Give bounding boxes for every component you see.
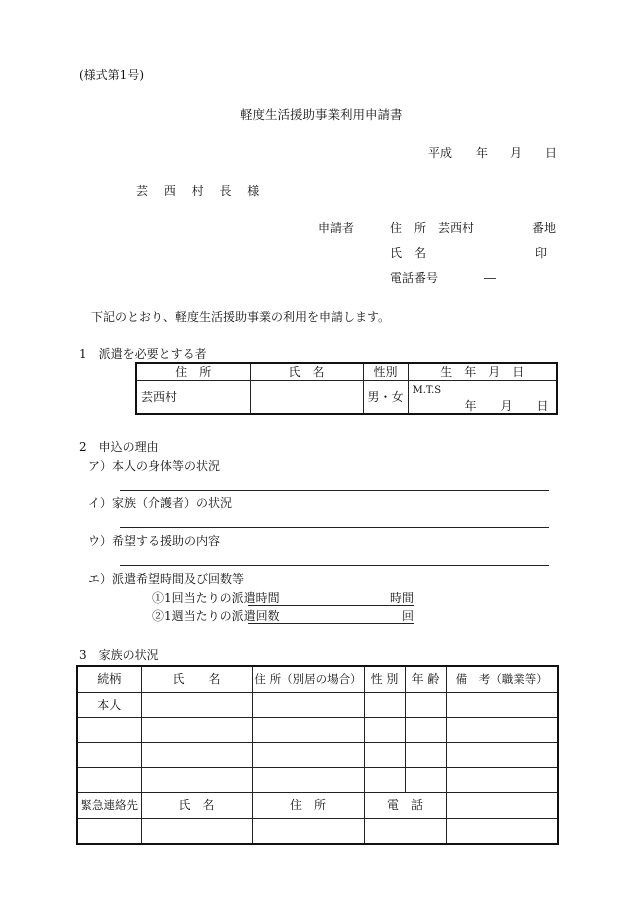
family-cell[interactable] bbox=[141, 692, 252, 717]
section3-heading: 3 家族の状況 bbox=[79, 648, 159, 662]
dispatch-hours-unit: 時間 bbox=[390, 591, 415, 605]
family-cell[interactable] bbox=[364, 767, 405, 792]
family-cell[interactable] bbox=[446, 767, 558, 792]
reason-body: ア）本人の身体等の状況 bbox=[88, 459, 221, 473]
emergency-cell[interactable] bbox=[252, 818, 364, 844]
dispatch-count-unit: 回 bbox=[402, 609, 415, 623]
family-header-relation: 続柄 bbox=[77, 666, 141, 692]
applicant-address-value: 芸西村 bbox=[438, 221, 475, 235]
family-cell[interactable] bbox=[252, 742, 364, 767]
family-cell[interactable] bbox=[405, 767, 446, 792]
header-name: 氏 名 bbox=[250, 363, 363, 380]
date-era: 平成 bbox=[428, 146, 453, 160]
reason-schedule: エ）派遣希望時間及び回数等 bbox=[88, 572, 245, 586]
section2-heading: 2 申込の理由 bbox=[79, 440, 159, 454]
family-cell[interactable] bbox=[405, 717, 446, 742]
date-day: 日 bbox=[545, 146, 558, 160]
reason-support-line[interactable] bbox=[120, 565, 549, 566]
family-cell[interactable] bbox=[252, 717, 364, 742]
addressee: 芸 西 村 長 様 bbox=[136, 184, 266, 198]
emergency-header-address: 住 所 bbox=[252, 792, 364, 818]
emergency-header-phone: 電 話 bbox=[364, 792, 446, 818]
family-header-remarks: 備 考（職業等） bbox=[446, 666, 558, 692]
family-cell[interactable] bbox=[446, 717, 558, 742]
family-cell[interactable] bbox=[405, 742, 446, 767]
form-title: 軽度生活援助事業利用申請書 bbox=[240, 107, 403, 122]
family-cell[interactable] bbox=[141, 742, 252, 767]
family-cell[interactable] bbox=[405, 692, 446, 717]
family-cell[interactable] bbox=[446, 692, 558, 717]
dispatch-hours-line[interactable] bbox=[248, 605, 414, 606]
family-cell[interactable] bbox=[364, 742, 405, 767]
family-cell[interactable] bbox=[77, 767, 141, 792]
family-cell[interactable] bbox=[141, 767, 252, 792]
applicant-phone-dash: ― bbox=[484, 271, 496, 285]
dispatch-hours-label: ①1回当たりの派遣時間 bbox=[152, 591, 280, 605]
family-header-address: 住 所（別居の場合） bbox=[252, 666, 364, 692]
date-year: 年 bbox=[476, 146, 489, 160]
applicant-label: 申請者 bbox=[318, 221, 355, 235]
reason-body-line[interactable] bbox=[120, 490, 549, 491]
family-header-name: 氏 名 bbox=[141, 666, 252, 692]
family-header-sex: 性 別 bbox=[364, 666, 405, 692]
family-cell[interactable] bbox=[77, 717, 141, 742]
cell-address[interactable]: 芸西村 bbox=[136, 380, 250, 414]
intro-text: 下記のとおり、軽度生活援助事業の利用を申請します。 bbox=[91, 310, 391, 324]
family-cell[interactable] bbox=[252, 767, 364, 792]
header-birthdate: 生 年 月 日 bbox=[408, 363, 557, 380]
birth-era: M.T.S bbox=[412, 384, 442, 396]
family-cell[interactable] bbox=[364, 717, 405, 742]
birth-date: 年 月 日 bbox=[464, 398, 549, 413]
header-address: 住 所 bbox=[136, 363, 250, 380]
form-number: (様式第1号) bbox=[79, 68, 144, 82]
family-table bbox=[76, 665, 559, 845]
cell-sex[interactable]: 男・女 bbox=[363, 380, 408, 414]
emergency-cell[interactable] bbox=[141, 818, 252, 844]
applicant-address-label: 住 所 bbox=[390, 221, 427, 235]
cell-name[interactable] bbox=[250, 380, 363, 414]
cell-birthdate[interactable] bbox=[408, 380, 557, 414]
emergency-cell[interactable] bbox=[364, 818, 446, 844]
date-month: 月 bbox=[510, 146, 523, 160]
emergency-header-name: 氏 名 bbox=[141, 792, 252, 818]
family-header-age: 年 齢 bbox=[405, 666, 446, 692]
applicant-address-suffix: 番地 bbox=[532, 221, 557, 235]
emergency-cell[interactable] bbox=[77, 818, 141, 844]
applicant-phone-label: 電話番号 bbox=[390, 271, 439, 285]
dispatch-count-line[interactable] bbox=[248, 623, 414, 624]
emergency-cell[interactable] bbox=[446, 792, 558, 818]
applicant-name-label: 氏 名 bbox=[390, 246, 427, 260]
family-cell[interactable] bbox=[364, 692, 405, 717]
header-sex: 性別 bbox=[363, 363, 408, 380]
applicant-table bbox=[135, 362, 558, 415]
dispatch-count-label: ②1週当たりの派遣回数 bbox=[152, 609, 280, 623]
reason-family: イ）家族（介護者）の状況 bbox=[88, 496, 233, 510]
emergency-contact-label: 緊急連絡先 bbox=[77, 792, 141, 818]
section1-heading: 1 派遣を必要とする者 bbox=[79, 347, 207, 361]
family-cell[interactable] bbox=[252, 692, 364, 717]
family-self-label: 本人 bbox=[77, 692, 141, 717]
family-cell[interactable] bbox=[77, 742, 141, 767]
family-cell[interactable] bbox=[446, 742, 558, 767]
emergency-cell[interactable] bbox=[446, 818, 558, 844]
applicant-seal: 印 bbox=[535, 246, 548, 260]
family-cell[interactable] bbox=[141, 717, 252, 742]
reason-family-line[interactable] bbox=[120, 527, 549, 528]
reason-support: ウ）希望する援助の内容 bbox=[88, 534, 221, 548]
